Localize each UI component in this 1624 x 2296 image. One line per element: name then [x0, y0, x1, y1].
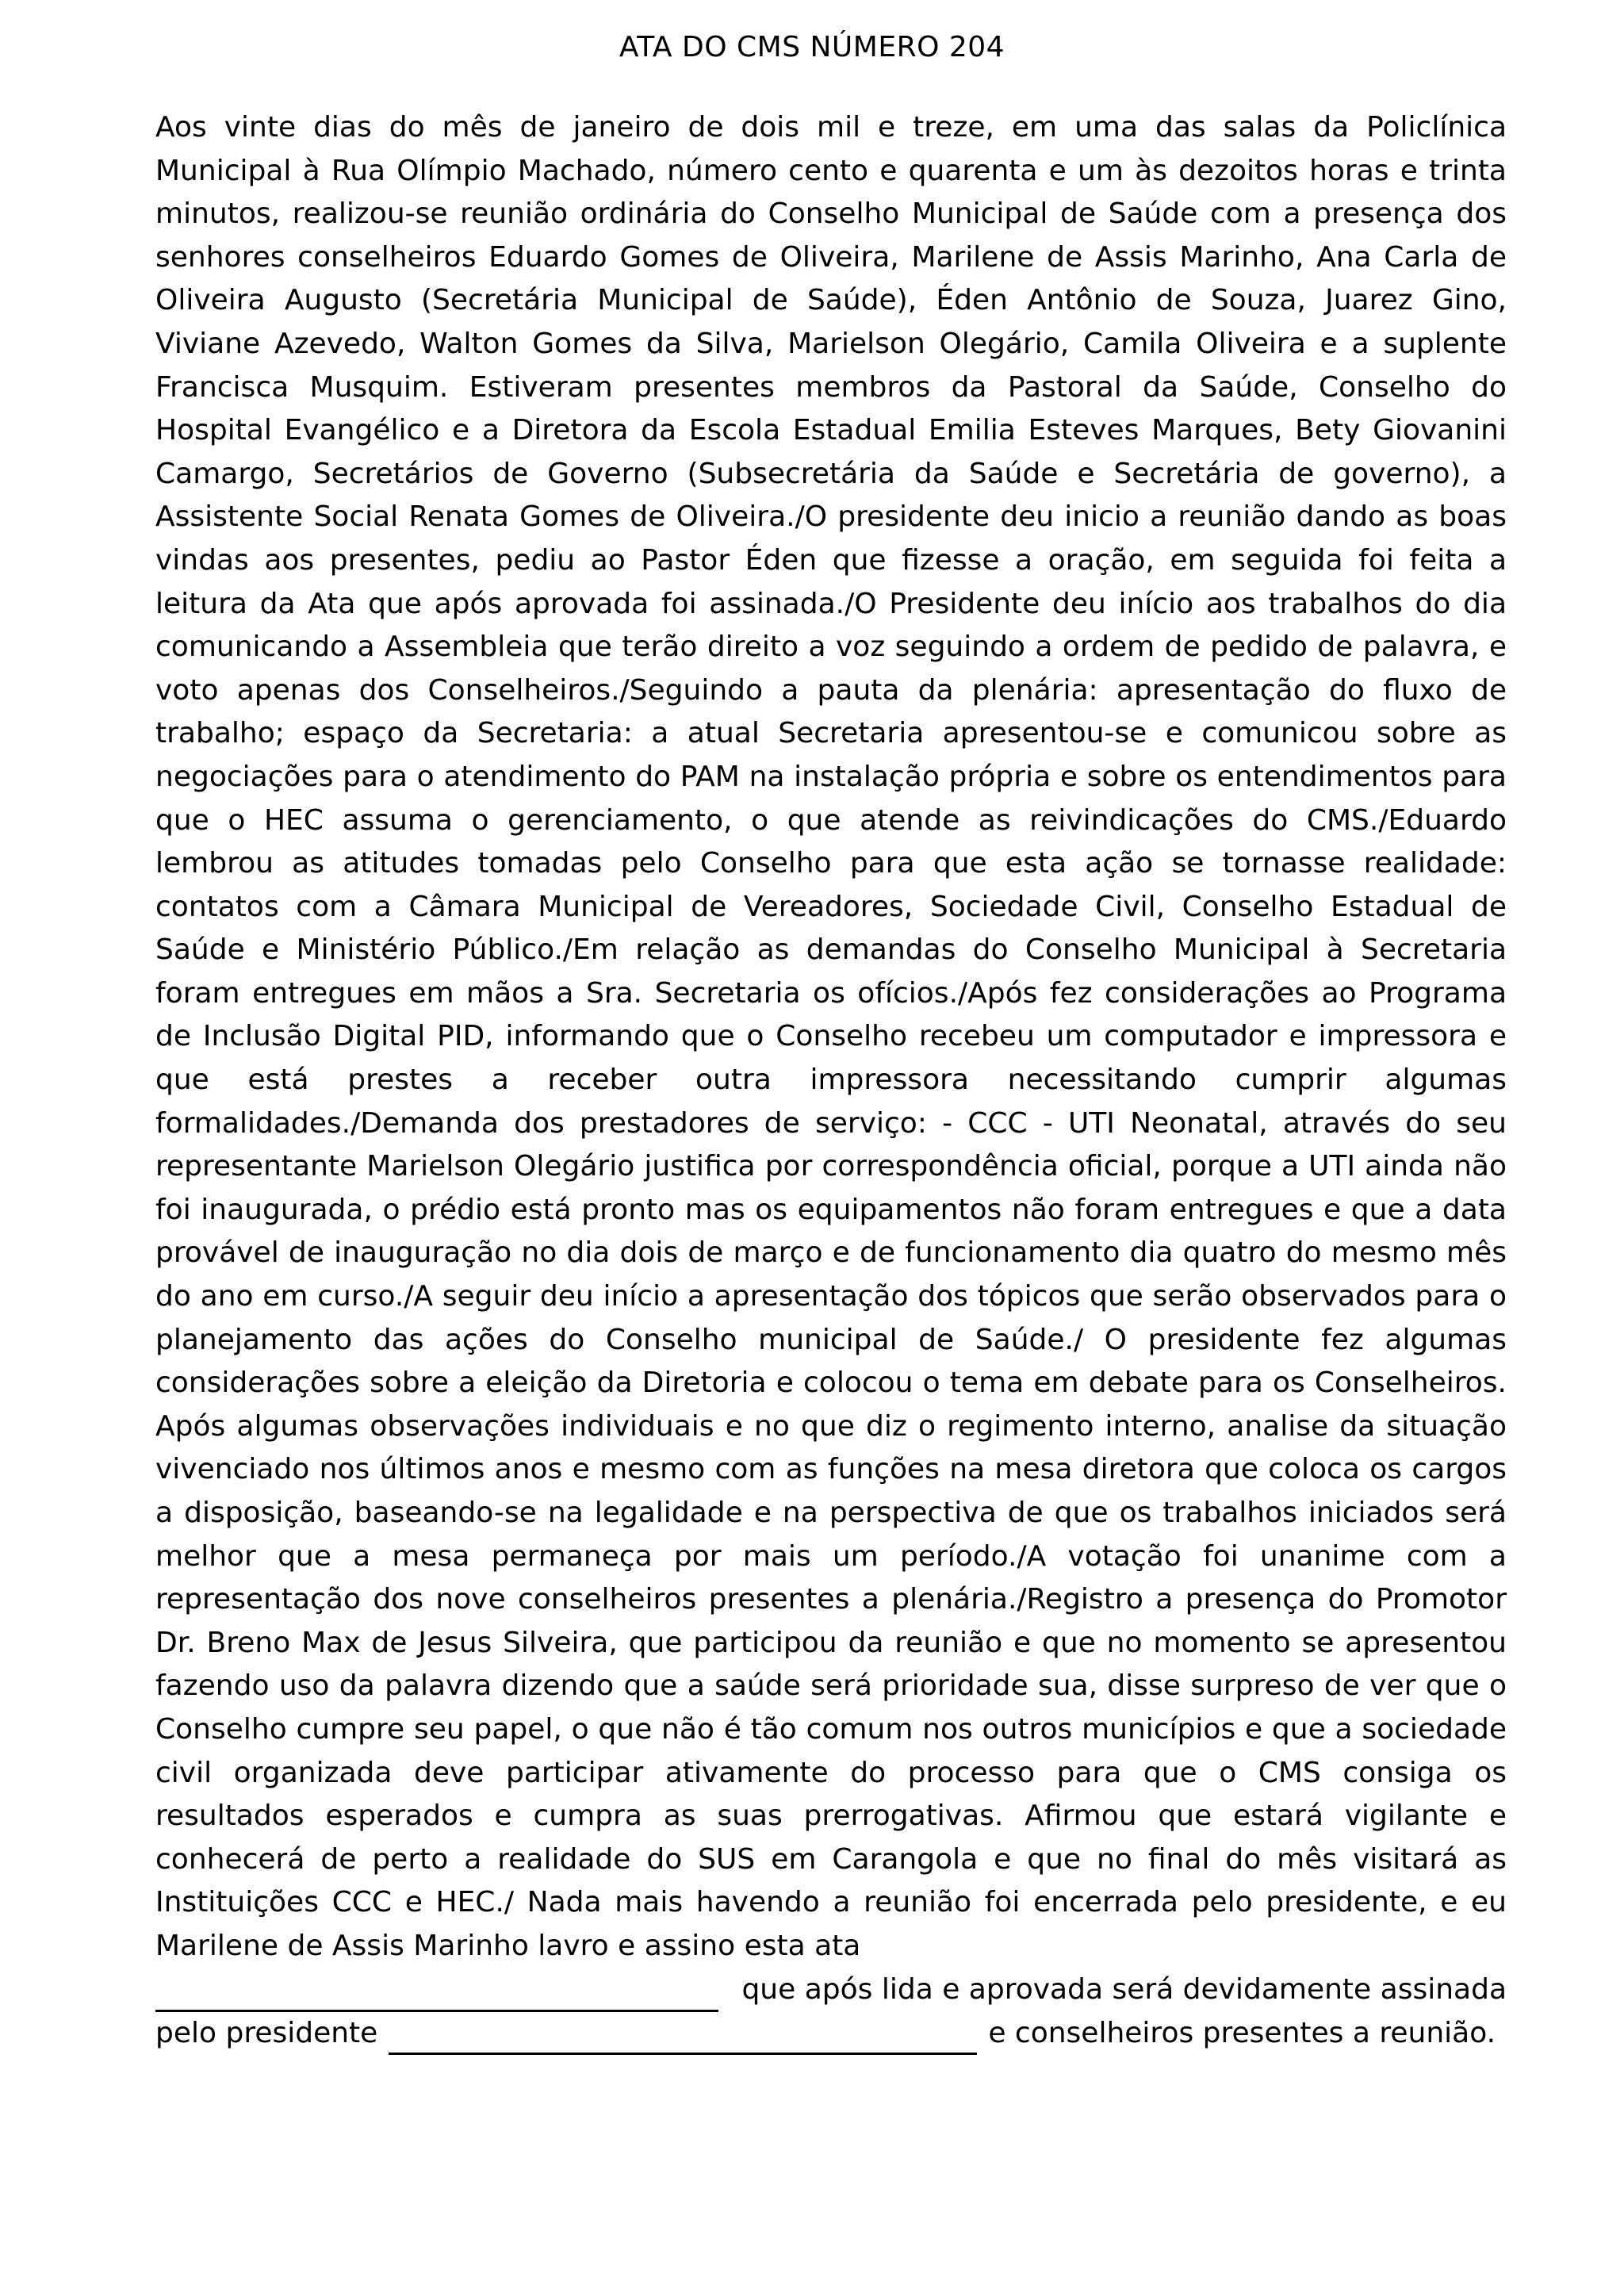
signature-line-president — [155, 2012, 1507, 2056]
closing-text-2-start: pelo presidente — [155, 2016, 378, 2049]
document-title: ATA DO CMS NÚMERO 204 — [619, 31, 1005, 63]
signature-line-secretary — [155, 1968, 1507, 2012]
closing-text-1: que após lida e aprovada será devidamente assinada — [741, 1973, 1507, 2006]
closing-text-2-end: e conselheiros presentes a reunião. — [988, 2016, 1496, 2049]
signature-block — [155, 1968, 1507, 2055]
minutes-body-text: Aos vinte dias do mês de janeiro de dois mil e treze, em uma das salas da Policlínica Municipal à Rua Olímpio Machado, número cento e quarenta e um às dezoitos horas e trinta minutos, realizou-se reunião ordinária do Conselho Municipal de Saúde com a presença dos senhores conselheiros Eduardo Gomes de Oliveira, Marilene de Assis Marinho, Ana Carla de Oliveira Augusto (Secretária Municipal de Saúde), Éden Antônio de Souza, Juarez Gino, Viviane Azevedo, Walton Gomes da Silva, Marielson Olegário, Camila Oliveira e a suplente Francisca Musquim. Estiveram presentes membros da Pastoral da Saúde, Conselho do Hospital Evangélico e a Diretora da Escola Estadual Emilia Esteves Marques, Bety Giovanini Camargo, Secretários de Governo (Subsecretária da Saúde e Secretária de governo), a Assistente Social Renata Gomes de Oliveira./O presidente deu inicio a reunião dando as boas vindas aos presentes, pediu ao Pastor Éden que fizesse a oração, em seguida foi feita a leitura da Ata que após aprovada foi assinada./O Presidente deu início aos trabalhos do dia comunicando a Assembleia que terão direito a voz seguindo a ordem de pedido de palavra, e voto apenas dos Conselheiros./Seguindo a pauta da plenária: apresentação do fluxo de trabalho; espaço da Secretaria: a atual Secretaria apresentou-se e comunicou sobre as negociações para o atendimento do PAM na instalação própria e sobre os entendimentos para que o HEC assuma o gerenciamento, o que atende as reivindicações do CMS./Eduardo lembrou as atitudes tomadas pelo Conselho para que esta ação se tornasse realidade: contatos com a Câmara Municipal de Vereadores, Sociedade Civil, Conselho Estadual de Saúde e Ministério Público./Em relação as demandas do Conselho Municipal à Secretaria foram entregues em mãos a Sra. Secretaria os ofícios./Após fez considerações ao Programa de Inclusão Digital PID, informando que o Conselho recebeu um computador e impressora e que está prestes a receber outra impressora necessitando cumprir algumas formalidades./Demanda dos prestadores de serviço: - CCC - UTI Neonatal, através do seu representante Marielson Olegário justifica por correspondência oficial, porque a UTI ainda não foi inaugurada, o prédio está pronto mas os equipamentos não foram entregues e que a data provável de inauguração no dia dois de março e de funcionamento dia quatro do mesmo mês do ano em curso./A seguir deu início a apresentação dos tópicos que serão observados para o planejamento das ações do Conselho municipal de Saúde./ O presidente fez algumas considerações sobre a eleição da Diretoria e colocou o tema em debate para os Conselheiros. Após algumas observações individuais e no que diz o regimento interno, analise da situação vivenciado nos últimos anos e mesmo com as funções na mesa diretora que coloca os cargos a disposição, baseando-se na legalidade e na perspectiva de que os trabalhos iniciados será melhor que a mesa permaneça por mais um período./A votação foi unanime com a representação dos nove conselheiros presentes a plenária./Registro a presença do Promotor Dr. Breno Max de Jesus Silveira, que participou da reunião e que no momento se apresentou fazendo uso da palavra dizendo que a saúde será prioridade sua, disse surpreso de ver que o Conselho cumpre seu papel, o que não é tão comum nos outros municípios e que a sociedade civil organizada deve participar ativamente do processo para que o CMS consiga os resultados esperados e cumpra as suas prerrogativas. Afirmou que estará vigilante e conhecerá de perto a realidade do SUS em Carangola e que no final do mês visitará as Instituições CCC e HEC./ Nada mais havendo a reunião foi encerrada pelo presidente, e eu Marilene de Assis Marinho lavro e assino esta ata — [155, 111, 1507, 1962]
president-signature-field — [389, 2052, 977, 2055]
